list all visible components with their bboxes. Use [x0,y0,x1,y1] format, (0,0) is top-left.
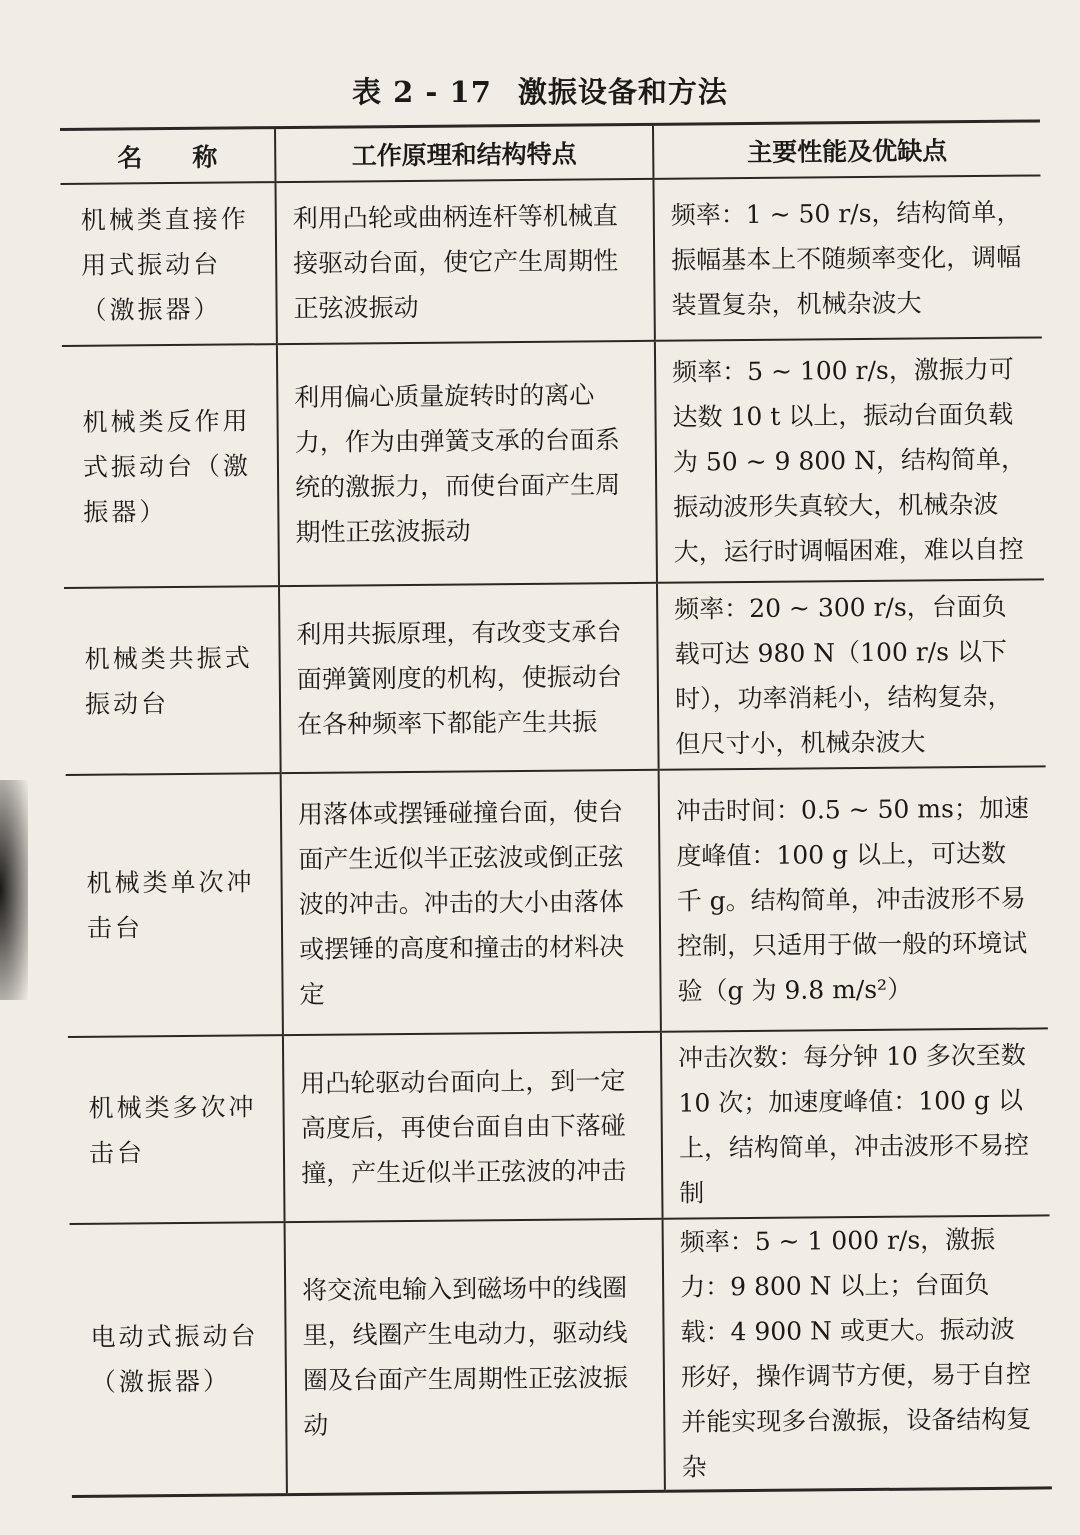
table-row [64,579,1046,775]
performance-cell: 频率：1 ~ 50 r/s，结构简单，振幅基本上不随频率变化，调幅装置复杂，机械杂波大 [653,175,1041,340]
table-row [68,1028,1050,1224]
principle-cell: 利用凸轮或曲柄连杆等机械直接驱动台面，使它产生周期性正弦波振动 [275,179,654,344]
table-caption [0,70,1080,120]
performance-cell: 频率：20 ~ 300 r/s，台面负载可达 980 N（100 r/s 以下时），功率消耗小，结构复杂，但尺寸小，机械杂波大 [657,579,1046,769]
header-performance: 主要性能及优缺点 [653,121,1040,179]
equipment-name: 机械类直接作用式振动台（激振器） [60,182,276,346]
header-principle: 工作原理和结构特点 [275,124,653,182]
performance-cell: 频率：5 ~ 1 000 r/s，激振力：9 800 N 以上；台面负载：4 900 N 或更大。振动波形好，操作调节方便，易于自控并能实现多台激振，设备结构复杂 [663,1215,1052,1491]
table-row [60,175,1041,346]
header-name: 名 称 [60,128,275,184]
table-number: 表 2 - 17 [352,75,492,109]
vibration-equipment-table [60,119,1052,1497]
equipment-name: 机械类共振式振动台 [64,586,281,775]
equipment-name: 机械类单次冲击台 [66,773,283,1037]
equipment-name: 机械类反作用式振动台（激振器） [62,344,279,588]
equipment-name: 电动式振动台（激振器） [70,1222,287,1496]
table-title: 激振设备和方法 [517,75,728,109]
table-row [66,766,1048,1037]
principle-cell: 用凸轮驱动台面向上，到一定高度后，再使台面自由下落碰撞，产生近似半正弦波的冲击 [283,1032,663,1222]
equipment-name: 机械类多次冲击台 [68,1035,285,1224]
principle-cell: 利用共振原理，有改变支承台面弹簧刚度的机构，使振动台在各种频率下都能产生共振 [279,583,659,773]
table-row [70,1215,1052,1496]
performance-cell: 冲击时间：0.5 ~ 50 ms；加速度峰值：100 g 以上，可达数千 g。结构简单，冲击波形不易控制，只适用于做一般的环境试验（g 为 9.8 m/s²） [659,766,1048,1031]
table-header-row [60,121,1040,184]
principle-cell: 将交流电输入到磁场中的线圈里，线圈产生电动力，驱动线圈及台面产生周期性正弦波振动 [285,1219,665,1495]
principle-cell: 用落体或摆锤碰撞台面，使台面产生近似半正弦波或倒正弦波的冲击。冲击的大小由落体或摆锤的高度和撞击的材料决定 [281,770,661,1035]
performance-cell: 冲击次数：每分钟 10 多次至数 10 次；加速度峰值：100 g 以上，结构简单，冲击波形不易控制 [661,1028,1050,1218]
performance-cell: 频率：5 ~ 100 r/s，激振力可达数 10 t 以上，振动台面负载为 50 ~ 9 800 N，结构简单，振动波形失真较大，机械杂波大，运行时调幅困难，难以自控 [655,337,1044,582]
table-row [62,337,1044,588]
page-edge-shadow [0,780,28,1000]
principle-cell: 利用偏心质量旋转时的离心力，作为由弹簧支承的台面系统的激振力，而使台面产生周期性正弦波振动 [277,341,657,586]
